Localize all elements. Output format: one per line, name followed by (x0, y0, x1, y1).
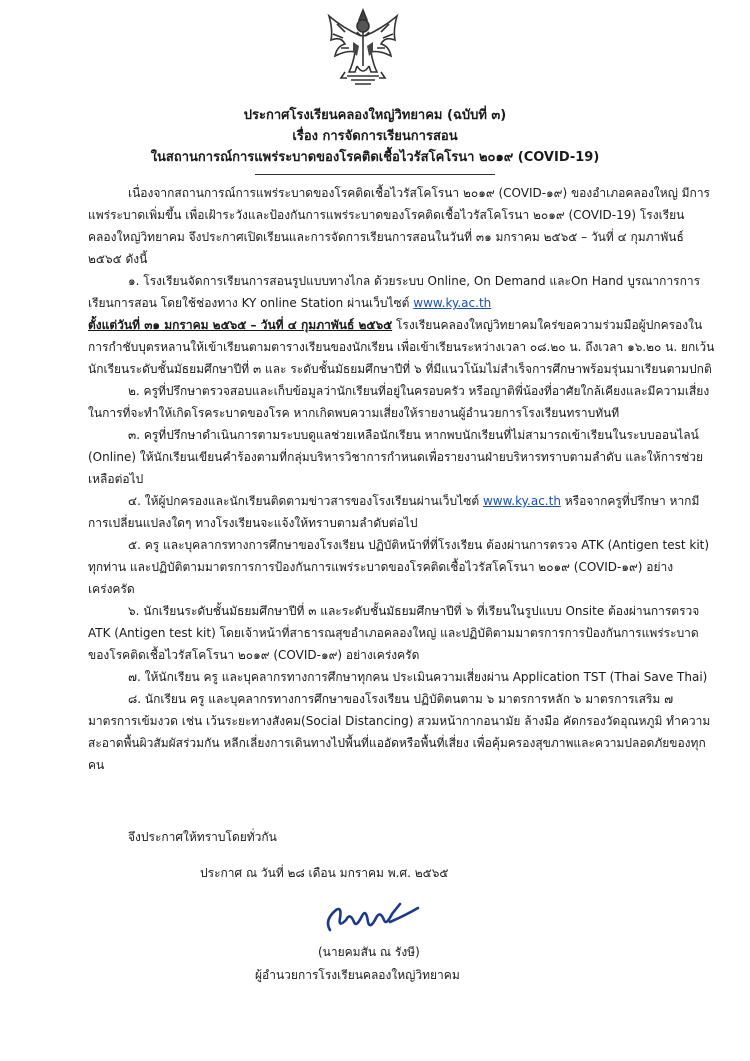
item-5: ๕. ครู และบุคลากรทางการศึกษาของโรงเรียน ปฏิบัติหน้าที่ที่โรงเรียน ต้องผ่านการตรวจ ATK (Antigen test kit) ทุกท่าน และปฏิบัติตามมาตรการการป้องกันการแพร่ระบาดของโรคติดเชื้อไวรัสโคโรนา ๒๐๑๙ (COVID-๑๙) อย่างเคร่งครัด (88, 538, 710, 596)
title-divider (255, 174, 495, 175)
title-line-3: ในสถานการณ์การแพร่ระบาดของโรคติดเชื้อไวรัสโคโรนา ๒๐๑๙ (COVID-19) (150, 150, 600, 165)
website-link-2[interactable]: www.ky.ac.th (482, 494, 561, 508)
item-3: ๓. ครูที่ปรึกษาดำเนินการตามระบบดูแลช่วยเหลือนักเรียน หากพบนักเรียนที่ไม่สามารถเข้าเรียนในระบบออนไลน์ (Online) ให้นักเรียนเขียนคำร้องตามที่กลุ่มบริหารวิชาการกำหนดเพื่อรายงานฝ่ายบริหารทราบตามลำดับ และให้การช่วยเหลือต่อไป (88, 428, 704, 486)
announcement-body (88, 182, 718, 776)
signatory-name: (นายคมสัน ณ รังษี) (318, 945, 420, 959)
item-4-before: ๔. ให้ผู้ปกครองและนักเรียนติดตามข่าวสารของโรงเรียนผ่านเว็บไซต์ (128, 494, 480, 508)
item-7: ๗. ให้นักเรียน ครู และบุคลากรทางการศึกษาทุกคน ประเมินความเสี่ยงผ่าน Application TST (Thai Save Thai) (128, 670, 708, 684)
signature-image (320, 898, 430, 938)
item-1-text: ๑. โรงเรียนจัดการเรียนการสอนรูปแบบทางไกล ด้วยระบบ Online, On Demand และOn Hand บูรณาการการเรียนการสอน โดยใช้ช่องทาง KY online Station ผ่านเว็บไซต์ (88, 274, 701, 310)
period-paragraph (88, 314, 718, 380)
closing-announce: จึงประกาศให้ทราบโดยทั่วกัน (128, 830, 277, 844)
item-6: ๖. นักเรียนระดับชั้นมัธยมศึกษาปีที่ ๓ และระดับชั้นมัธยมศึกษาปีที่ ๖ ที่เรียนในรูปแบบ Onsite ต้องผ่านการตรวจ ATK (Antigen test kit) โดยเจ้าหน้าที่สาธารณสุขอำเภอคลองใหญ่ และปฏิบัติตามมาตรการการป้องกันการแพร่ระบาดของโรคติดเชื้อไวรัสโคโรนา ๒๐๑๙ (COVID-๑๙) อย่างเคร่งครัด (88, 604, 700, 662)
announce-date: ประกาศ ณ วันที่ ๒๘ เดือน มกราคม พ.ศ. ๒๕๖๕ (200, 866, 449, 880)
title-line-1: ประกาศโรงเรียนคลองใหญ่วิทยาคม (ฉบับที่ ๓) (243, 108, 507, 123)
item-4-after: หรือจากครูที่ปรึกษา หากมีการเปลี่ยนแปลงใดๆ ทางโรงเรียนจะแจ้งให้ทราบตามลำดับต่อไป (88, 494, 700, 530)
item-8: ๘. นักเรียน ครู และบุคลากรทางการศึกษาของโรงเรียน ปฏิบัติตนตาม ๖ มาตรการหลัก ๖ มาตรการเสริม ๗ มาตรการเข้มงวด เช่น เว้นระยะทางสังคม(Social Distancing) สวมหน้ากากอนามัย ล้างมือ คัดกรองวัดอุณหภูมิ ทำความสะอาดพื้นผิวสัมผัสร่วมกัน หลีกเลี่ยงการเดินทางไปพื้นที่แออัดหรือพื้นที่เสี่ยง เพื่อคุ้มครองสุขภาพและความปลอดภัยของทุกคน (88, 692, 711, 772)
item-4 (88, 490, 718, 534)
item-1 (88, 270, 718, 314)
intro-paragraph: เนื่องจากสถานการณ์การแพร่ระบาดของโรคติดเชื้อไวรัสโคโรนา ๒๐๑๙ (COVID-๑๙) ของอำเภอคลองใหญ่ มีการแพร่ระบาดเพิ่มขึ้น เพื่อเฝ้าระวังและป้องกันการแพร่ระบาดของโรคติดเชื้อไวรัสโคโรนา ๒๐๑๙ (COVID-19) โรงเรียนคลองใหญ่วิทยาคม จึงประกาศเปิดเรียนและการจัดการเรียนการสอนในวันที่ ๓๑ มกราคม ๒๕๖๕ – วันที่ ๔ กุมภาพันธ์ ๒๕๖๕ ดังนี้ (88, 186, 711, 266)
period-text: โรงเรียนคลองใหญ่วิทยาคมใคร่ขอความร่วมมือผู้ปกครองในการกำชับบุตรหลานให้เข้าเรียนตามตารางเรียนของนักเรียน เพื่อเข้าเรียนระหว่างเวลา ๐๘.๒๐ น. ถึงเวลา ๑๖.๒๐ น. ยกเว้นนักเรียนระดับชั้นมัธยมศึกษาปีที่ ๓ และ ระดับชั้นมัธยมศึกษาปีที่ ๖ ที่มีแนวโน้มไม่สำเร็จการศึกษาพร้อมรุ่นมาเรียนตามปกติ (88, 318, 715, 376)
item-2: ๒. ครูที่ปรึกษาตรวจสอบและเก็บข้อมูลว่านักเรียนที่อยู่ในครอบครัว หรือญาติพี่น้องที่อาศัยใกล้เคียงและมีความเสี่ยงในการที่จะทำให้เกิดโรคระบาดของโรค หากเกิดพบความเสี่ยงให้รายงานผู้อำนวยการโรงเรียนทราบทันที (88, 384, 710, 420)
signatory-position: ผู้อำนวยการโรงเรียนคลองใหญ่วิทยาคม (255, 968, 460, 982)
period-dates: ตั้งแต่วันที่ ๓๑ มกราคม ๒๕๖๕ – วันที่ ๔ กุมภาพันธ์ ๒๕๖๕ (88, 318, 393, 332)
website-link-1[interactable]: www.ky.ac.th (413, 296, 492, 310)
garuda-emblem-icon (323, 6, 403, 92)
title-line-2: เรื่อง การจัดการเรียนการสอน (292, 129, 458, 144)
